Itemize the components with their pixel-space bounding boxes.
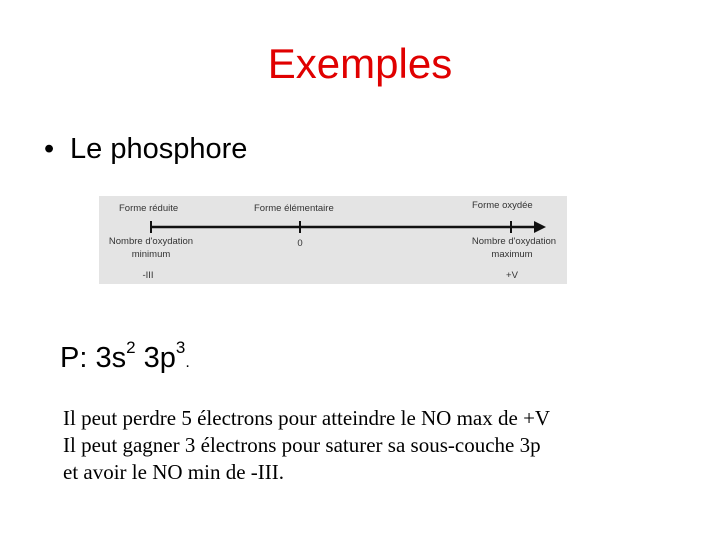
value-min: -III xyxy=(142,270,154,281)
label-max-line1: Nombre d'oxydation xyxy=(471,236,557,247)
oxidation-number-diagram xyxy=(99,196,567,284)
label-zero: 0 xyxy=(297,238,303,249)
label-elementary-form: Forme élémentaire xyxy=(254,203,334,214)
label-oxidized-form: Forme oxydée xyxy=(472,200,533,211)
config-prefix: P: 3s xyxy=(60,342,127,374)
explanation-line: Il peut gagner 3 électrons pour saturer sa sous-couche 3p xyxy=(63,433,541,457)
electron-configuration xyxy=(60,338,190,375)
config-mid: 3p xyxy=(135,342,176,374)
explanation-paragraph xyxy=(63,405,663,486)
bullet-text: Le phosphore xyxy=(70,133,248,165)
bullet-item xyxy=(44,133,247,166)
bullet-symbol: • xyxy=(44,133,55,165)
value-max: +V xyxy=(506,270,518,281)
config-suffix: . xyxy=(185,354,190,371)
explanation-line: et avoir le NO min de -III. xyxy=(63,460,285,484)
arrow-head-icon xyxy=(534,221,546,233)
config-sup-1: 2 xyxy=(126,338,136,357)
label-min-line1: Nombre d'oxydation xyxy=(108,236,194,247)
slide-title: Exemples xyxy=(267,40,453,87)
label-max-line2: maximum xyxy=(491,249,533,260)
config-sup-2: 3 xyxy=(175,338,186,357)
label-min-line2: minimum xyxy=(131,249,171,260)
label-reduced-form: Forme réduite xyxy=(119,203,179,214)
explanation-line: Il peut perdre 5 électrons pour atteindre le NO max de +V xyxy=(63,406,551,430)
